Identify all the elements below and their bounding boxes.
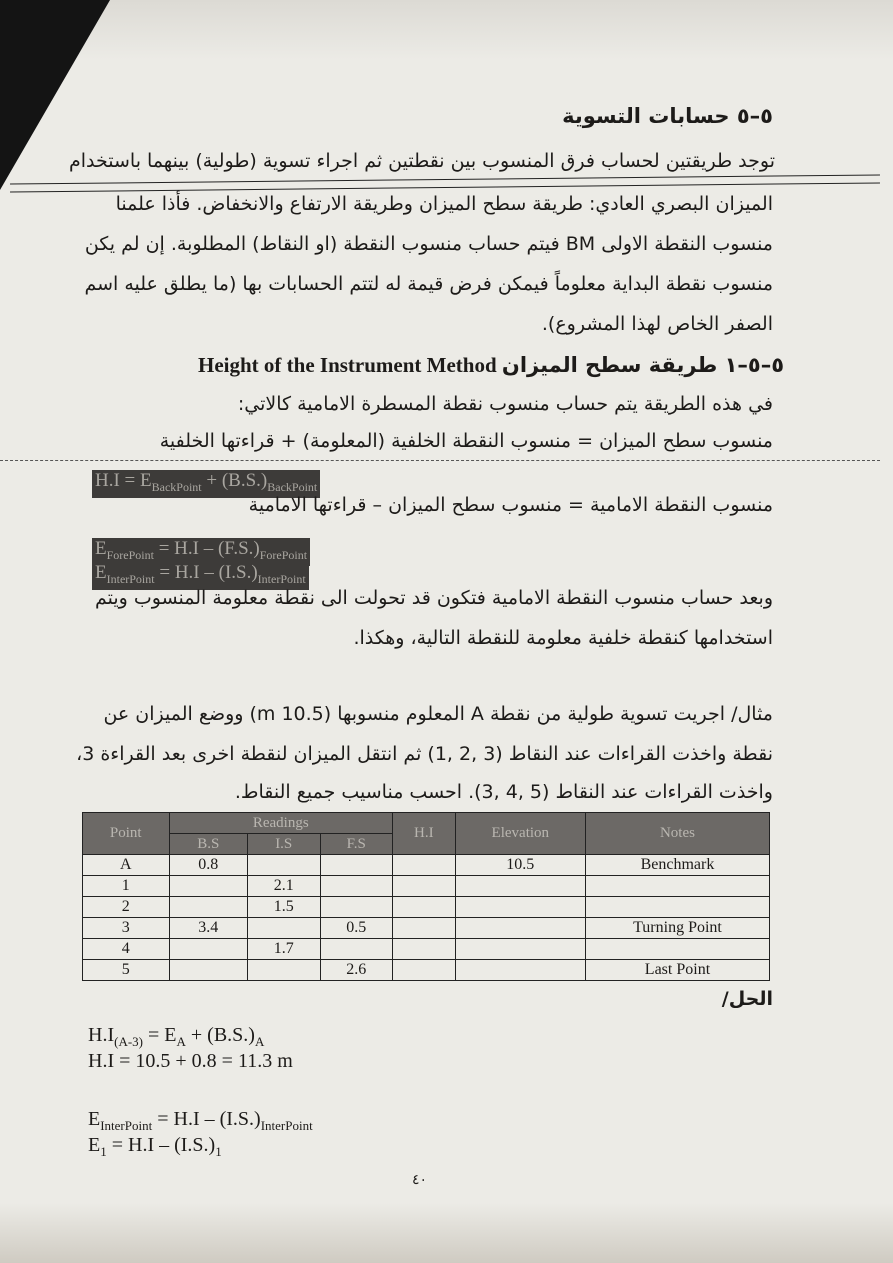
sol1-a: H.I	[88, 1024, 115, 1046]
solution-label: الحل/	[721, 988, 773, 1010]
sol1-c-sub: A	[254, 1034, 265, 1049]
intro-line-3: منسوب النقطة الاولى BM فيتم حساب منسوب النقطة (او النقاط) المطلوبة. إن لم يكن	[84, 233, 773, 255]
solution-line-3	[88, 1108, 313, 1134]
method-heading-ar: ٥–٥–١ طريقة سطح الميزان	[501, 353, 785, 377]
table-row	[83, 939, 770, 960]
sol3-b: = H.I – (I.S.)	[152, 1108, 261, 1130]
section-title: ٥–٥ حسابات التسوية	[562, 104, 773, 128]
formula-inter	[92, 562, 309, 590]
page-top-shading	[0, 0, 893, 60]
header-point: Point	[83, 813, 170, 855]
cell-point: 1	[83, 876, 170, 897]
solution-line-1	[88, 1024, 264, 1050]
sol4-a: E	[88, 1134, 101, 1156]
cell-elevation	[455, 918, 585, 939]
formula-hi-rhs: + (B.S.)	[201, 470, 268, 491]
page-number: ٤٠	[412, 1172, 428, 1188]
sol1-a-sub: (A-3)	[114, 1034, 143, 1049]
formula-inter-rhs-sub: InterPoint	[257, 571, 306, 586]
cell-bs	[169, 876, 247, 897]
formula-fore-lhs: E	[95, 538, 107, 559]
method-heading-en: Height of the Instrument Method	[198, 353, 497, 377]
formula-inter-rhs: = H.I – (I.S.)	[154, 562, 258, 583]
table-row	[83, 855, 770, 876]
formula-fore-rhs: = H.I – (F.S.)	[153, 538, 260, 559]
cell-fs	[320, 897, 393, 918]
formula-inter-lhs: E	[95, 562, 107, 583]
cell-fs: 2.6	[320, 960, 393, 981]
intro-line-4: منسوب نقطة البداية معلوماً فيمكن فرض قيمة له لتتم الحسابات بها (ما يطلق عليه اسم	[84, 273, 773, 295]
leveling-table	[82, 812, 770, 981]
intro-line-1: توجد طريقتين لحساب فرق المنسوب بين نقطتين ثم اجراء تسوية (طولية) بينهما باستخدام	[68, 150, 775, 172]
cell-hi	[393, 855, 456, 876]
formula-fore-rhs-sub: ForePoint	[259, 547, 308, 562]
header-notes: Notes	[585, 813, 769, 855]
cell-is: 2.1	[247, 876, 320, 897]
cell-notes: Last Point	[585, 960, 769, 981]
sol1-b-sub: A	[176, 1034, 186, 1049]
cell-is	[247, 960, 320, 981]
table-row	[83, 960, 770, 981]
sol3-a-sub: InterPoint	[100, 1118, 153, 1133]
dashed-line	[0, 460, 880, 461]
header-fs: F.S	[320, 834, 393, 855]
cell-elevation	[455, 939, 585, 960]
formula-hi-lhs: H.I = E	[95, 470, 152, 491]
hi-rule: منسوب سطح الميزان = منسوب النقطة الخلفية (المعلومة) + قراءتها الخلفية	[159, 430, 773, 452]
example-line-1: مثال/ اجريت تسوية طولية من نقطة A المعلوم منسوبها (10.5 m) ووضع الميزان عن	[103, 703, 773, 725]
cell-is: 1.5	[247, 897, 320, 918]
formula-inter-lhs-sub: InterPoint	[106, 571, 155, 586]
cell-hi	[393, 960, 456, 981]
sol1-c: + (B.S.)	[185, 1024, 255, 1046]
cell-notes	[585, 939, 769, 960]
cell-hi	[393, 939, 456, 960]
method-intro: في هذه الطريقة يتم حساب منسوب نقطة المسطرة الامامية كالاتي:	[237, 393, 773, 415]
sol4-b-sub: 1	[215, 1144, 222, 1159]
example-line-2: نقطة واخذت القراءات عند النقاط (3 ,2 ,1) ثم انتقل الميزان لنقطة اخرى بعد القراءة 3،	[76, 743, 773, 765]
after-line-2: استخدامها كنقطة خلفية معلومة للنقطة التالية، وهكذا.	[353, 627, 773, 649]
formula-hi-rhs-sub: BackPoint	[267, 479, 318, 494]
header-hi: H.I	[393, 813, 456, 855]
sol3-b-sub: InterPoint	[260, 1118, 313, 1133]
cell-point: A	[83, 855, 170, 876]
sol1-b: = E	[143, 1024, 177, 1046]
cell-elevation	[455, 960, 585, 981]
cell-point: 4	[83, 939, 170, 960]
method-heading	[198, 353, 784, 378]
after-line-1: وبعد حساب منسوب النقطة الامامية فتكون قد تحولت الى نقطة معلومة المنسوب ويتم	[95, 587, 773, 609]
sol4-b: = H.I – (I.S.)	[106, 1134, 216, 1156]
cell-notes	[585, 876, 769, 897]
fold-line-2	[10, 182, 880, 192]
cell-is: 1.7	[247, 939, 320, 960]
cell-notes: Turning Point	[585, 918, 769, 939]
sol4-a-sub: 1	[100, 1144, 107, 1159]
cell-hi	[393, 918, 456, 939]
cell-point: 2	[83, 897, 170, 918]
intro-line-5: الصفر الخاص لهذا المشروع).	[541, 313, 773, 335]
cell-bs	[169, 897, 247, 918]
sol3-a: E	[88, 1108, 101, 1130]
cell-is	[247, 918, 320, 939]
cell-notes	[585, 897, 769, 918]
cell-fs	[320, 876, 393, 897]
cell-bs: 3.4	[169, 918, 247, 939]
cell-hi	[393, 876, 456, 897]
formula-hi-lhs-sub: BackPoint	[151, 479, 202, 494]
formula-fore-lhs-sub: ForePoint	[106, 547, 154, 562]
table-row	[83, 918, 770, 939]
table-header-row	[83, 813, 770, 834]
header-readings: Readings	[169, 813, 393, 834]
cell-point: 5	[83, 960, 170, 981]
cell-fs	[320, 939, 393, 960]
example-line-3: واخذت القراءات عند النقاط (5 ,4 ,3). احسب مناسيب جميع النقاط.	[234, 781, 773, 803]
cell-fs: 0.5	[320, 918, 393, 939]
table-row	[83, 876, 770, 897]
cell-notes: Benchmark	[585, 855, 769, 876]
fore-rule: منسوب النقطة الامامية = منسوب سطح الميزان – قراءتها الامامية	[248, 494, 773, 516]
solution-line-2: H.I = 10.5 + 0.8 = 11.3 m	[88, 1050, 293, 1072]
header-is: I.S	[247, 834, 320, 855]
cell-bs	[169, 939, 247, 960]
cell-fs	[320, 855, 393, 876]
cell-point: 3	[83, 918, 170, 939]
page-bottom-shading	[0, 1203, 893, 1263]
intro-line-2: الميزان البصري العادي: طريقة سطح الميزان وطريقة الارتفاع والانخفاض. فأذا علمنا	[115, 193, 773, 215]
cell-elevation: 10.5	[455, 855, 585, 876]
cell-hi	[393, 897, 456, 918]
cell-bs	[169, 960, 247, 981]
solution-line-4	[88, 1134, 222, 1160]
cell-is	[247, 855, 320, 876]
header-elevation: Elevation	[455, 813, 585, 855]
cell-elevation	[455, 897, 585, 918]
table-row	[83, 897, 770, 918]
cell-elevation	[455, 876, 585, 897]
header-bs: B.S	[169, 834, 247, 855]
cell-bs: 0.8	[169, 855, 247, 876]
